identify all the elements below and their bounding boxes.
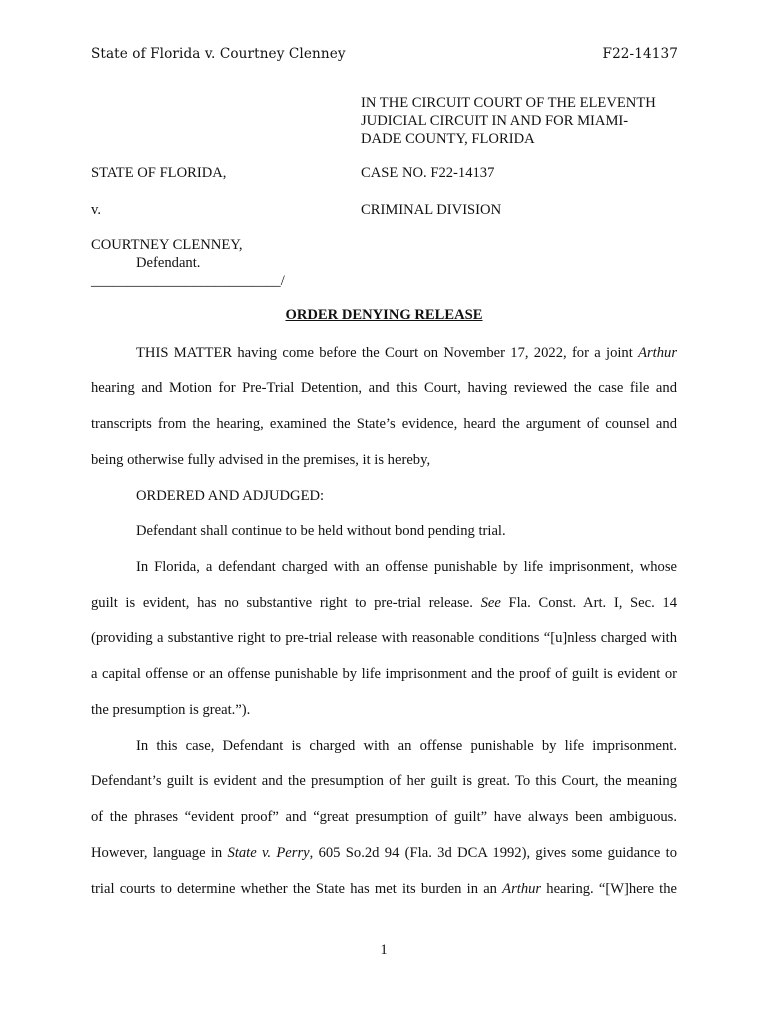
- court-line-1: IN THE CIRCUIT COURT OF THE ELEVENTH: [361, 95, 656, 111]
- defendant-label: Defendant.: [136, 255, 201, 271]
- paragraph-3-line-3: of the phrases “evident proof” and “great presumption of guilt” have always been ambiguous.: [91, 809, 677, 825]
- paragraph-2-line-2: guilt is evident, has no substantive right to pre-trial release. See Fla. Const. Art. I, Sec. 14: [91, 595, 677, 611]
- held-without-bond: Defendant shall continue to be held without bond pending trial.: [136, 523, 506, 539]
- order-title: ORDER DENYING RELEASE: [285, 307, 483, 323]
- court-designation: [361, 94, 681, 148]
- division: CRIMINAL DIVISION: [361, 202, 502, 218]
- paragraph-2-line-4: a capital offense or an offense punishable by life imprisonment and the proof of guilt is evident or: [91, 666, 677, 682]
- paragraph-2-line-3: (providing a substantive right to pre-trial release with reasonable conditions “[u]nless charged with: [91, 630, 677, 646]
- case-number: CASE NO. F22-14137: [361, 165, 495, 181]
- paragraph-1-line-1: THIS MATTER having come before the Court on November 17, 2022, for a joint Arthur: [136, 345, 677, 361]
- ordered-and-adjudged: ORDERED AND ADJUDGED:: [136, 488, 325, 504]
- defendant-name: COURTNEY CLENNEY,: [91, 237, 243, 253]
- paragraph-2-line-5: the presumption is great.”).: [91, 702, 251, 718]
- court-line-3: DADE COUNTY, FLORIDA: [361, 131, 535, 147]
- paragraph-1-line-2: hearing and Motion for Pre-Trial Detention, and this Court, having reviewed the case file and: [91, 380, 677, 396]
- paragraph-2-line-1: In Florida, a defendant charged with an offense punishable by life imprisonment, whose: [136, 559, 677, 575]
- plaintiff-name: STATE OF FLORIDA,: [91, 165, 227, 181]
- paragraph-3-line-4: However, language in State v. Perry, 605 So.2d 94 (Fla. 3d DCA 1992), gives some guidance to: [91, 845, 677, 861]
- court-line-2: JUDICIAL CIRCUIT IN AND FOR MIAMI-: [361, 113, 629, 129]
- paragraph-3-line-5: trial courts to determine whether the State has met its burden in an Arthur hearing. “[W]here the: [91, 881, 677, 897]
- running-header-title: State of Florida v. Courtney Clenney: [91, 46, 346, 62]
- paragraph-1-line-3: transcripts from the hearing, examined the State’s evidence, heard the argument of counsel and: [91, 416, 677, 432]
- paragraph-3-line-2: Defendant’s guilt is evident and the presumption of her guilt is great. To this Court, the meaning: [91, 773, 677, 789]
- running-header-case-number: F22-14137: [602, 46, 678, 62]
- versus: v.: [91, 202, 101, 218]
- paragraph-1-line-4: being otherwise fully advised in the premises, it is hereby,: [91, 452, 431, 468]
- caption-rule: __________________________/: [91, 273, 285, 289]
- page-number: 1: [380, 942, 388, 958]
- paragraph-3-line-1: In this case, Defendant is charged with an offense punishable by life imprisonment.: [136, 738, 677, 754]
